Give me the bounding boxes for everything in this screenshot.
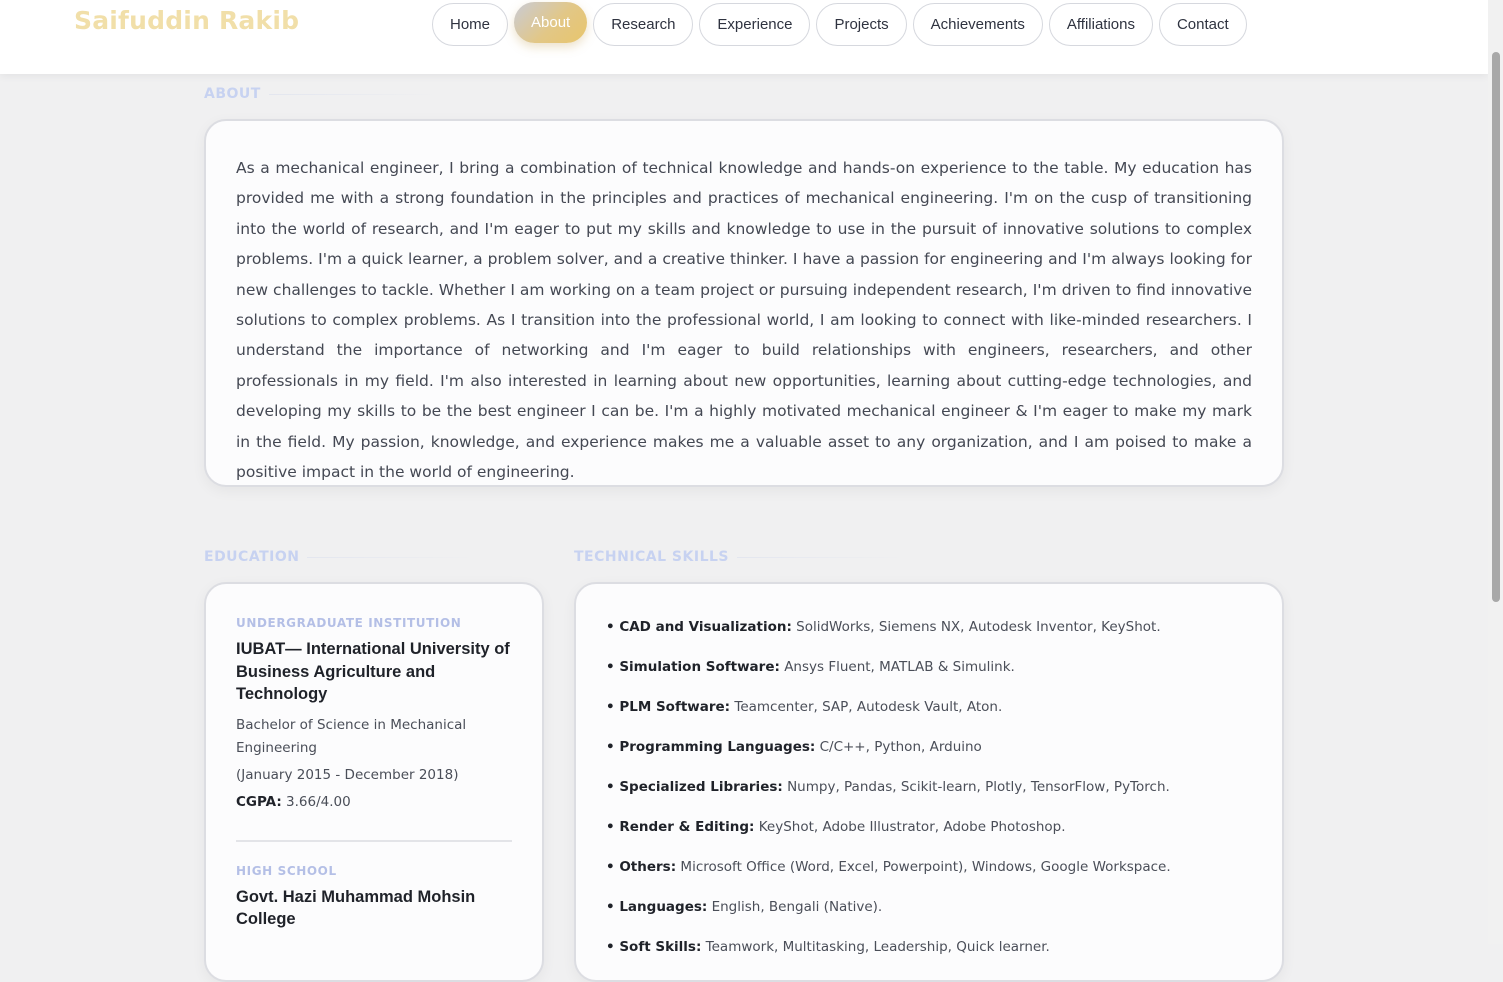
highschool-institution: Govt. Hazi Muhammad Mohsin College [236, 887, 476, 928]
highschool-kicker: HIGH SCHOOL [236, 863, 337, 878]
nav-research[interactable]: Research [593, 3, 693, 46]
nav-projects[interactable]: Projects [816, 3, 906, 46]
skill-label: • PLM Software: [606, 699, 731, 715]
skill-programming [606, 738, 1252, 756]
cgpa-label: CGPA: [236, 793, 282, 810]
skill-simulation [606, 658, 1252, 676]
skill-value: C/C++, Python, Arduino [819, 739, 982, 755]
nav-about[interactable]: About [514, 2, 587, 43]
skill-value: Microsoft Office (Word, Excel, Powerpoint), Windows, Google Workspace. [680, 859, 1171, 875]
page-scrollbar[interactable] [1488, 0, 1503, 944]
about-card [204, 119, 1284, 487]
undergrad-kicker: UNDERGRADUATE INSTITUTION [236, 616, 462, 630]
nav-contact[interactable]: Contact [1159, 3, 1247, 46]
skills-heading: TECHNICAL SKILLS [574, 549, 729, 565]
skill-label: • Programming Languages: [606, 739, 816, 755]
undergrad-dates: (January 2015 - December 2018) [236, 766, 459, 783]
skill-value: SolidWorks, Siemens NX, Autodesk Inventor, KeyShot. [796, 619, 1161, 635]
education-card [204, 582, 544, 982]
skill-languages [606, 898, 1252, 916]
nav-achievements[interactable]: Achievements [913, 3, 1043, 46]
undergrad-institution: IUBAT— International University of Business Agriculture and Technology [236, 640, 510, 703]
skill-libraries [606, 778, 1252, 796]
skill-value: English, Bengali (Native). [711, 899, 883, 915]
undergrad-cgpa [236, 791, 512, 814]
nav-affiliations[interactable]: Affiliations [1049, 3, 1153, 46]
skill-label: • CAD and Visualization: [606, 619, 792, 635]
nav-home[interactable]: Home [432, 3, 508, 46]
skill-render [606, 818, 1252, 836]
skill-others [606, 858, 1252, 876]
skill-value: Teamwork, Multitasking, Leadership, Quick learner. [705, 939, 1050, 955]
skill-value: KeyShot, Adobe Illustrator, Adobe Photoshop. [758, 819, 1066, 835]
about-text: As a mechanical engineer, I bring a combination of technical knowledge and hands-on experience to the table. My education has provided me with a strong foundation in the principles and practices of mechanical engineering. I'm on the cusp of transitioning into the world of research, and I'm eager to put my skills and knowledge to use in the pursuit of innovative solutions to complex problems. I'm a quick learner, a problem solver, and a creative thinker. I have a passion for engineering and I'm always looking for new challenges to tackle. Whether I am working on a team project or pursuing independent research, I'm driven to find innovative solutions to complex problems. As I transition into the professional world, I am looking to connect with like-minded researchers. I understand the importance of networking and I'm eager to build relationships with engineers, researchers, and other professionals in my field. I'm also interested in learning about new opportunities, learning about cutting-edge technologies, and developing my skills to be the best engineer I can be. I'm a highly motivated mechanical engineer & I'm eager to make my mark in the field. My passion, knowledge, and experience makes me a valuable asset to any organization, and I am poised to make a positive impact in the world of engineering. [236, 159, 1252, 482]
skill-soft [606, 938, 1252, 956]
site-header [0, 0, 1488, 74]
skill-plm [606, 698, 1252, 716]
scrollbar-thumb[interactable] [1492, 52, 1500, 602]
brand-logo-text[interactable]: Saifuddin Rakib [74, 6, 300, 35]
skills-card [574, 582, 1284, 982]
skill-value: Teamcenter, SAP, Autodesk Vault, Aton. [734, 699, 1003, 715]
cgpa-value: 3.66/4.00 [286, 793, 351, 810]
skill-label: • Languages: [606, 899, 708, 915]
skill-value: Ansys Fluent, MATLAB & Simulink. [784, 659, 1015, 675]
skill-label: • Others: [606, 859, 677, 875]
main-nav [432, 3, 1247, 46]
skill-cad [606, 618, 1252, 636]
skill-value: Numpy, Pandas, Scikit-learn, Plotly, TensorFlow, PyTorch. [787, 779, 1170, 795]
skill-label: • Simulation Software: [606, 659, 780, 675]
education-divider [236, 840, 512, 842]
nav-experience[interactable]: Experience [699, 3, 810, 46]
skill-label: • Specialized Libraries: [606, 779, 783, 795]
about-heading: ABOUT [204, 86, 261, 102]
undergrad-degree: Bachelor of Science in Mechanical Engineering [236, 716, 467, 756]
skill-label: • Soft Skills: [606, 939, 702, 955]
education-heading: EDUCATION [204, 549, 300, 565]
skill-label: • Render & Editing: [606, 819, 755, 835]
